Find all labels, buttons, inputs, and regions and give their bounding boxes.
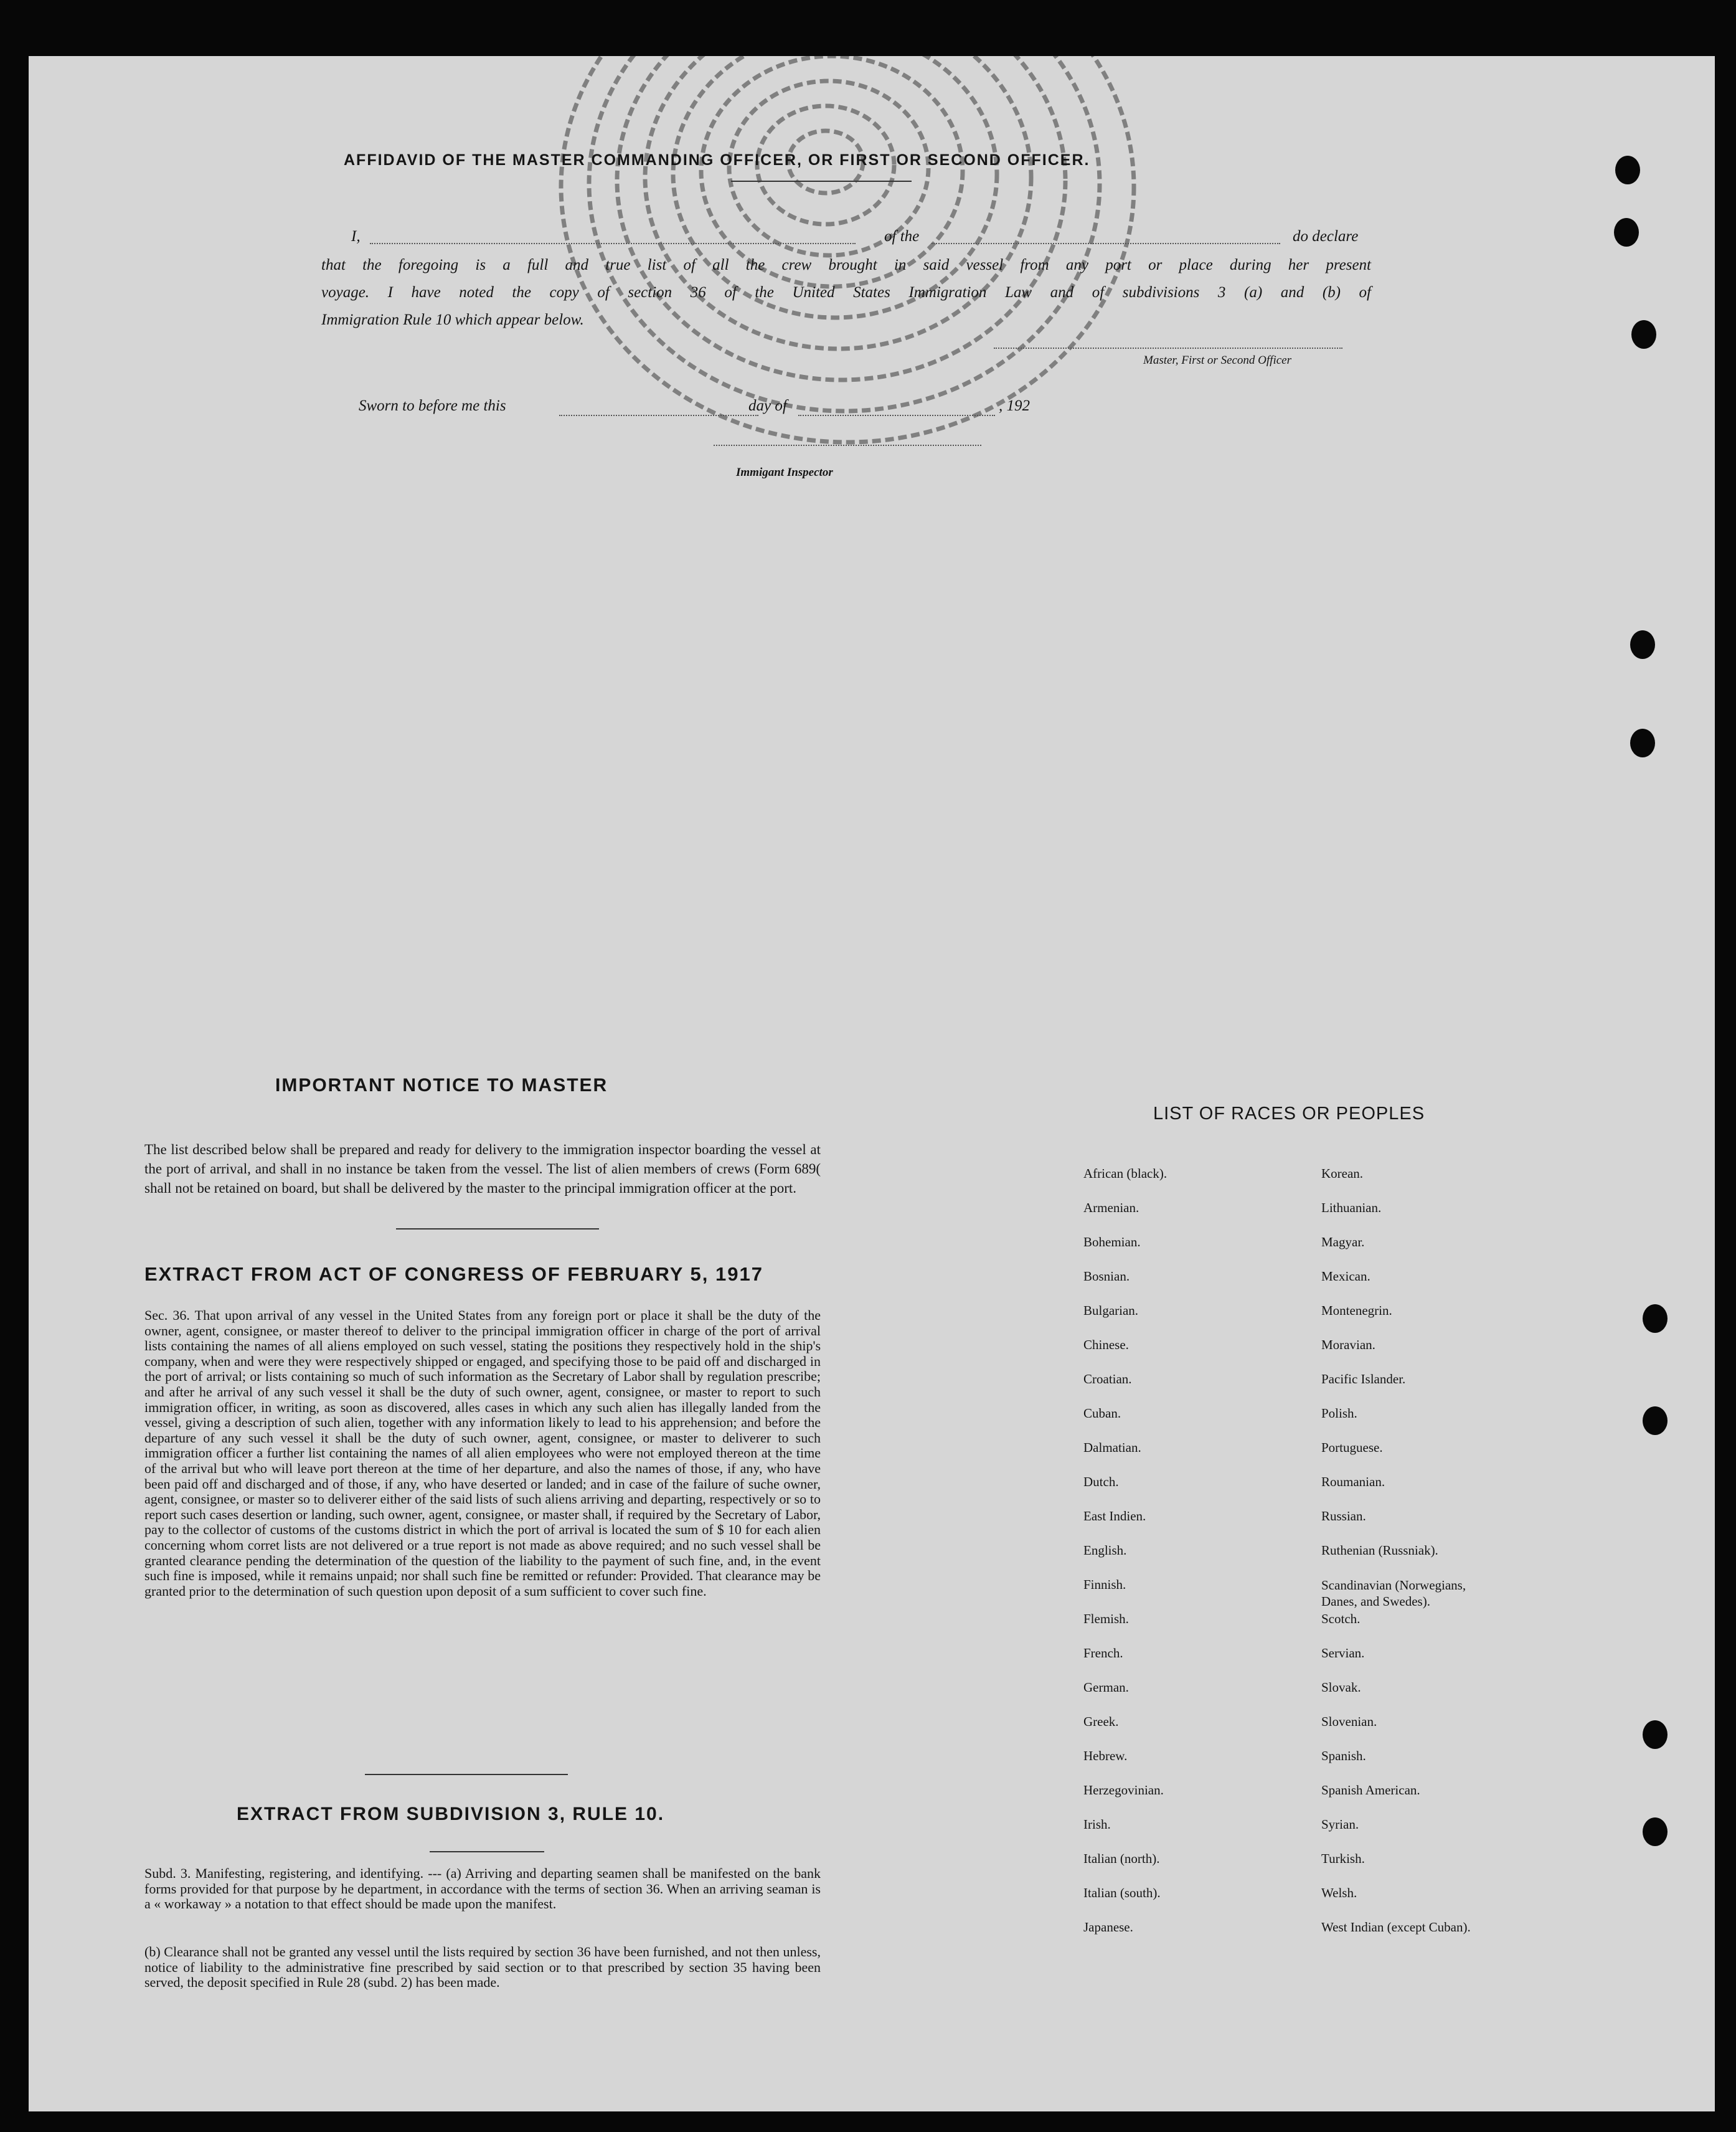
race-item: Turkish. <box>1321 1851 1365 1866</box>
race-item: English. <box>1083 1543 1127 1558</box>
race-item: Syrian. <box>1321 1817 1359 1832</box>
race-item: Servian. <box>1321 1646 1365 1661</box>
sworn-day-blank[interactable] <box>559 415 758 416</box>
race-item: Polish. <box>1321 1406 1357 1421</box>
subdivision-paragraph-b: (b) Clearance shall not be granted any vessel until the lists required by section 36 have been furnished, and not then unless, notice of liability to the administrative fine prescribed by said section or to that prescribed by section 35 having been served, the deposit specified in Rule 28 (subd. 2) has been made. <box>144 1944 821 1990</box>
race-item: Ruthenian (Russniak). <box>1321 1543 1438 1558</box>
race-item: Italian (south). <box>1083 1885 1161 1900</box>
race-item: Scotch. <box>1321 1611 1361 1626</box>
affidavit-i: I, <box>351 228 361 245</box>
notice-title: IMPORTANT NOTICE TO MASTER <box>275 1075 608 1096</box>
affidavit-line-3: Immigration Rule 10 which appear below. <box>321 311 584 328</box>
act-paragraph: Sec. 36. That upon arrival of any vessel in the United States from any foreign port or place it shall be the duty of the owner, agent, consignee, or master thereof to deliver to the principal immigration officer in charge of the port of arrival lists containing the names of all aliens employed on such vessel, stating the positions they respectively hold in the ship's company, when and were they were respectively shipped or engaged, and specifying those to be paid off and discharged in the port of arrival; or lists containing so much of such information as the Secretary of Labor shall by regulation prescribe; and after he arrival of any such vessel it shall be the duty of such owner, agent, consignee, or master to report to such immigration officer, in writing, as soon as discovered, alles cases in which any such alien has illegally landed from the vessel, giving a description of such alien, together with any information likely to lead to his apprehension; and before the departure of any such vessel it shall be the duty of such owner, agent, consignee, or master to deliverer to such immigration officer a further list containing the names of all alien employees who were not employed thereon at the time of the arrival but who will leave port thereon at the time of her departure, and also the names of those, if any, who have been paid off and discharged and of those, if any, who have deserted or landed; and in case of the failure of suche owner, agent, consignee, or master so to deliverer either of the said lists of such aliens arriving and departing, respectively or so to report such cases desertion or landing, such owner, agent, consignee, or master shall, if required by the Secretary of Labor, pay to the collector of customs of the customs district in which the port of arrival is located the sum of $ 10 for each alien concerning whom corret lists are not delivered or a true report is not made as above required; and no such vessel shall be granted clearance pending the determination of the question of the liability to the payment of such fine, and, in the event such fine is imposed, while it remains unpaid; nor shall such fine be remitted or refunder: Provided. That clearance may be granted prior to the determination of such question upon deposit of a sum sufficient to cover such fine. <box>144 1307 821 1599</box>
race-item: Herzegovinian. <box>1083 1783 1164 1798</box>
race-item: Hebrew. <box>1083 1748 1128 1763</box>
name-blank[interactable] <box>370 243 856 244</box>
race-item: French. <box>1083 1646 1123 1661</box>
race-item: Roumanian. <box>1321 1474 1385 1489</box>
inspector-caption: Immigant Inspector <box>736 466 833 479</box>
year-prefix: , 192 <box>999 397 1030 414</box>
race-item: German. <box>1083 1680 1129 1695</box>
race-item: Cuban. <box>1083 1406 1121 1421</box>
race-item: Armenian. <box>1083 1200 1139 1215</box>
race-item: Moravian. <box>1321 1337 1375 1352</box>
race-item: Bulgarian. <box>1083 1303 1139 1318</box>
officer-signature-line[interactable] <box>994 348 1342 349</box>
race-item: Irish. <box>1083 1817 1111 1832</box>
race-item: Lithuanian. <box>1321 1200 1382 1215</box>
race-item: Dutch. <box>1083 1474 1119 1489</box>
affidavit-title: AFFIDAVID OF THE MASTER COMMANDING OFFICER, OR FIRST OR SECOND OFFICER. <box>344 151 1090 169</box>
race-item: Finnish. <box>1083 1577 1126 1592</box>
race-item: Spanish. <box>1321 1748 1366 1763</box>
race-item: Montenegrin. <box>1321 1303 1392 1318</box>
race-item: Mexican. <box>1321 1269 1370 1284</box>
race-item: Magyar. <box>1321 1234 1365 1249</box>
race-item: Greek. <box>1083 1714 1119 1729</box>
race-item: Croatian. <box>1083 1372 1132 1386</box>
race-item: Welsh. <box>1321 1885 1357 1900</box>
races-title: LIST OF RACES OR PEOPLES <box>1153 1104 1425 1124</box>
race-item: Slovenian. <box>1321 1714 1377 1729</box>
vessel-blank[interactable] <box>932 243 1280 244</box>
notice-paragraph: The list described below shall be prepared and ready for delivery to the immigration inspector boarding the vessel at the port of arrival, and shall in no instance be taken from the vessel. The list of alien members of crews (Form 689( shall not be retained on board, but shall be delivered by the master to the principal immigration officer at the port. <box>144 1142 821 1196</box>
affidavit-line-1: that the foregoing is a full and true list of all the crew brought in said vessel from any port or place during her present <box>321 257 1371 273</box>
subdivision-paragraph-a: Subd. 3. Manifesting, registering, and identifying. --- (a) Arriving and departing seamen shall be manifested on the bank forms provided for that purpose by he department, in accordance with the terms of section 36. When an arriving seaman is a « workaway » a notation to that effect should be made upon the manifest. <box>144 1865 821 1912</box>
race-item: Scandinavian (Norwegians, Danes, and Swedes). <box>1321 1578 1466 1609</box>
day-of-label: day of <box>748 397 787 414</box>
race-item: Portuguese. <box>1321 1440 1383 1455</box>
act-title: EXTRACT FROM ACT OF CONGRESS OF FEBRUARY 5, 1917 <box>144 1263 763 1285</box>
race-item: Russian. <box>1321 1509 1366 1523</box>
race-item: Japanese. <box>1083 1920 1133 1935</box>
race-item: Korean. <box>1321 1166 1364 1181</box>
subdivision-title: EXTRACT FROM SUBDIVISION 3, RULE 10. <box>237 1804 665 1824</box>
document-sheet <box>29 56 1715 2111</box>
race-item: Italian (north). <box>1083 1851 1160 1866</box>
race-item: Dalmatian. <box>1083 1440 1141 1455</box>
race-item: West Indian (except Cuban). <box>1321 1920 1471 1935</box>
race-item: Bosnian. <box>1083 1269 1130 1284</box>
affidavit-of-the: of the <box>884 228 920 245</box>
race-item: Pacific Islander. <box>1321 1372 1406 1386</box>
race-item: Chinese. <box>1083 1337 1129 1352</box>
race-item: Flemish. <box>1083 1611 1129 1626</box>
affidavit-do-declare: do declare <box>1293 228 1359 245</box>
race-item: African (black). <box>1083 1166 1168 1181</box>
race-item: Slovak. <box>1321 1680 1361 1695</box>
race-item: Bohemian. <box>1083 1234 1141 1249</box>
officer-signature-caption: Master, First or Second Officer <box>1143 354 1292 367</box>
sworn-label: Sworn to before me this <box>359 397 506 414</box>
inspector-signature-line[interactable] <box>714 445 981 446</box>
race-item: Spanish American. <box>1321 1783 1420 1798</box>
sworn-month-blank[interactable] <box>798 415 995 416</box>
affidavit-line-2: voyage. I have noted the copy of section 36 of the United States Immigration Law and of subdivisions 3 (a) and (b) of <box>321 284 1371 301</box>
race-item: East Indien. <box>1083 1509 1146 1523</box>
